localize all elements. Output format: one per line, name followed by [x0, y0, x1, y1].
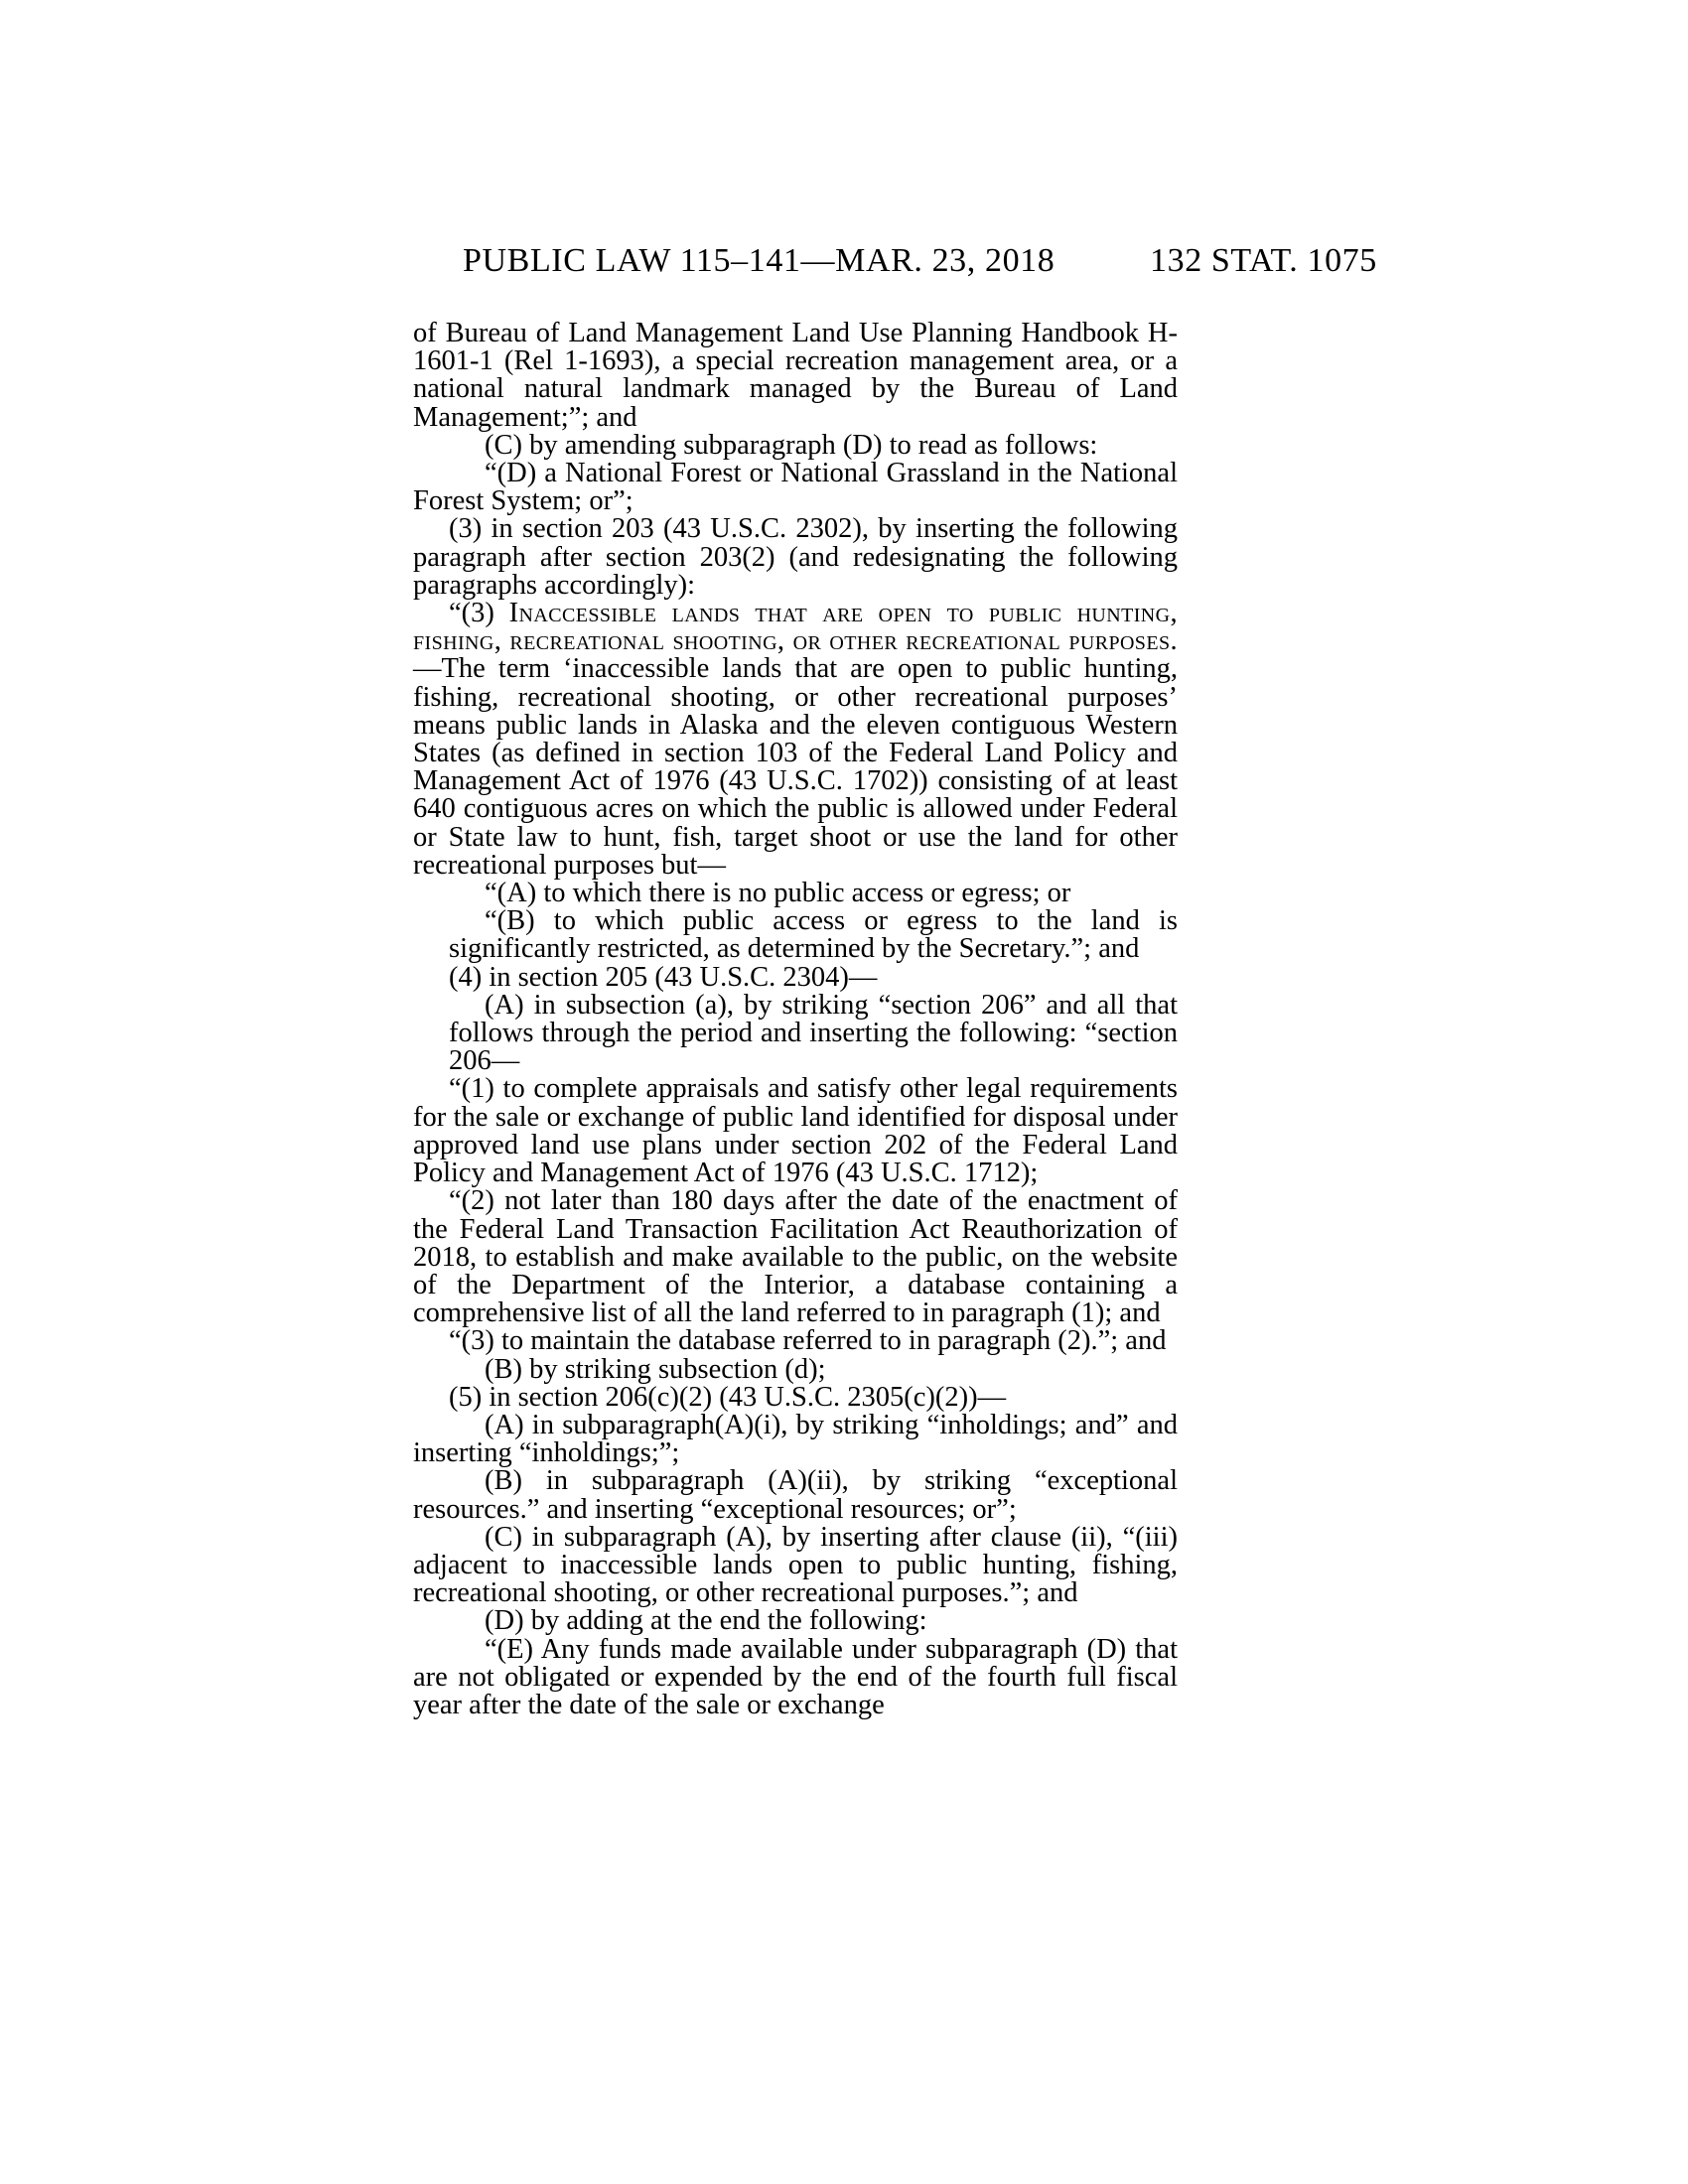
paragraph-5-section-206: (5) in section 206(c)(2) (43 U.S.C. 2305(c)(2))—: [449, 1381, 1007, 1413]
statute-body: [413, 320, 1178, 1719]
paragraph-3-section-203: (3) in section 203 (43 U.S.C. 2302), by inserting the following paragraph after section 203(2) (and redesignating the following paragraphs accordingly):: [413, 513, 1178, 601]
definition-lead: “(3): [449, 598, 509, 629]
paragraph-d-adding: (D) by adding at the end the following:: [485, 1605, 927, 1637]
paragraph-c-amend: (C) by amending subparagraph (D) to read as follows:: [485, 429, 1098, 461]
paragraph-b-strike-d: (B) by striking subsection (d);: [485, 1353, 826, 1385]
paragraph-c-clause-iii: (C) in subparagraph (A), by inserting after clause (ii), “(iii) adjacent to inaccessible lands open to public hunting, fishing, recreational shooting, or other recreational purposes.”; and: [413, 1521, 1178, 1609]
paragraph-quoted-e: “(E) Any funds made available under subparagraph (D) that are not obligated or expended by the end of the fourth full fiscal year after the date of the sale or exchange: [413, 1633, 1178, 1720]
paragraph-quoted-2: “(2) not later than 180 days after the date of the enactment of the Federal Land Transaction Facilitation Act Reauthorization of 2018, to establish and make available to the public, on the website of the Department of the Interior, a database containing a comprehensive list of all the land referred to in paragraph (1); and: [413, 1185, 1178, 1329]
running-header-title: PUBLIC LAW 115–141—MAR. 23, 2018: [463, 242, 1055, 279]
definition-text: —The term ‘inaccessible lands that are open to public hunting, fishing, recreational shooting, or other recreational purposes’ means public lands in Alaska and the eleven contiguous Western States (as defined in section 103 of the Federal Land Policy and Management Act of 1976 (43 U.S.C. 1702)) consisting of at least 640 contiguous acres on which the public is allowed under Federal or State law to hunt, fish, target shoot or use the land for other recreational purposes but—: [413, 653, 1178, 881]
definition-heading: Inaccessible lands that are open to public hunting, fishing, recreational shooting, or other recreational purposes.: [413, 598, 1178, 657]
paragraph-a-inholdings: (A) in subparagraph(A)(i), by striking “inholdings; and” and inserting “inholdings;”;: [413, 1409, 1178, 1469]
paragraph-a-no-access: “(A) to which there is no public access or egress; or: [485, 878, 1071, 909]
paragraph-inaccessible-lands-definition: [413, 600, 1178, 880]
paragraph-quoted-3: “(3) to maintain the database referred to in paragraph (2).”; and: [449, 1325, 1167, 1357]
paragraph-quoted-d: “(D) a National Forest or National Grassland in the National Forest System; or”;: [413, 458, 1178, 517]
paragraph-continuation: of Bureau of Land Management Land Use Planning Handbook H-1601-1 (Rel 1-1693), a special recreation management area, or a national natural landmark managed by the Bureau of Land Management;”; and: [413, 318, 1178, 433]
paragraph-quoted-1: “(1) to complete appraisals and satisfy other legal requirements for the sale or exchange of public land identified for disposal under approved land use plans under section 202 of the Federal Land Policy and Management Act of 1976 (43 U.S.C. 1712);: [413, 1073, 1178, 1189]
paragraph-b-restricted: “(B) to which public access or egress to the land is significantly restricted, as determined by the Secretary.”; and: [449, 905, 1178, 965]
page-number: 132 STAT. 1075: [1150, 242, 1377, 279]
paragraph-a-subsection-a: (A) in subsection (a), by striking “section 206” and all that follows through the period and inserting the following: “section 206—: [449, 989, 1178, 1077]
paragraph-b-exceptional-resources: (B) in subparagraph (A)(ii), by striking “exceptional resources.” and inserting “exceptional resources; or”;: [413, 1465, 1178, 1525]
paragraph-4-section-205: (4) in section 205 (43 U.S.C. 2304)—: [449, 961, 878, 993]
